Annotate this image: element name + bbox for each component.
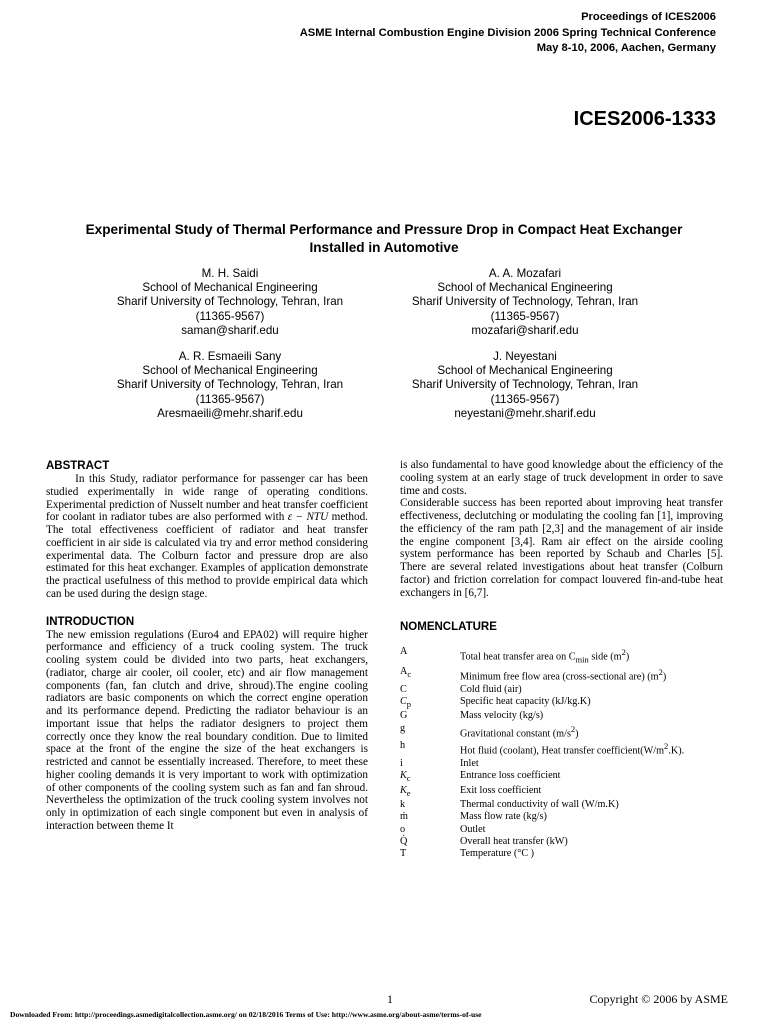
nomenclature-row [400,723,723,741]
author-block [365,350,685,421]
author-university: Sharif University of Technology, Tehran, Iran [116,295,344,309]
nomenclature-symbol: h [400,740,406,752]
nomenclature-row [400,696,723,710]
epsilon-ntu-math: ε − NTU [287,511,329,524]
nomenclature-row [400,758,723,770]
author-postal-code: (11365-9567) [195,392,265,406]
author-name: A. R. Esmaeili Sany [178,350,282,363]
author-department: School of Mechanical Engineering [142,281,318,295]
nomenclature-symbol: T [400,848,407,860]
paper-title: Experimental Study of Thermal Performance and Pressure Drop in Compact Heat Exchanger Installed in Automotive [85,222,683,255]
download-notice: Downloaded From: http://proceedings.asmedigitalcollection.asme.org/ on 02/18/2016 Terms of Use: http://www.asme.org/about-asme/terms-of-use [10,1010,482,1019]
nomenclature-row [400,740,723,758]
nomenclature-symbol: k [400,798,406,810]
paper-id: ICES2006-1333 [573,108,716,130]
page-number: 1 [387,992,393,1006]
author-email[interactable]: mozafari@sharif.edu [471,323,579,337]
nomenclature-row [400,710,723,722]
author-name: A. A. Mozafari [488,267,562,280]
nomenclature-list [400,646,723,860]
nomenclature-definition: Thermal conductivity of wall (W/m.K) [460,798,619,810]
nomenclature-symbol: C [400,683,407,695]
intro-continued-text: is also fundamental to have good knowledge about the efficiency of the cooling system at an early stage of truck development in order to save time and costs. [400,459,723,497]
author-block [365,267,685,338]
nomenclature-symbol: $K_c$ [400,770,411,784]
right-column [400,459,723,860]
nomenclature-row [400,836,723,848]
nomenclature-symbol: $K_e$ [400,784,411,798]
introduction-text: The new emission regulations (Euro4 and EPA02) will require higher performance and efficiency of a truck cooling system. The truck cooling system could be divided into two parts, heat exchangers, (radiator, charge air cooler, oil cooler, etc) and air flow management components (fan, fan clutch and drive, shroud).The engine cooling radiators are basic components on which the correct engine operation and its performance depend. Predicting the radiator behaviour is an important issue that helps the radiator designers to project them correctly once they know the real boundary condition. Due to limited space at the front of the engine the size of the heat exchangers is restricted and cannot be essentially increased. Therefore, to meet these higher cooling demands it is very important to work with optimization of other components of the cooling system such as fan and fan shroud. Nevertheless the optimization of the truck cooling system involves not only in optimization of each single component but even in analysis of interaction between theme It [46,628,368,832]
nomenclature-row [400,799,723,811]
conference-header [300,10,716,57]
nomenclature-definition: Outlet [460,823,486,835]
nomenclature-row [400,824,723,836]
copyright-notice: Copyright © 2006 by ASME [589,992,728,1006]
author-university: Sharif University of Technology, Tehran, Iran [116,378,344,392]
nomenclature-symbol: ṁ [400,811,408,823]
author-name: M. H. Saidi [201,267,259,280]
nomenclature-row [400,848,723,860]
introduction-heading: INTRODUCTION [46,615,135,628]
nomenclature-symbol: G [400,710,408,722]
nomenclature-symbol: g [400,722,406,734]
author-department: School of Mechanical Engineering [142,364,318,378]
author-postal-code: (11365-9567) [490,392,560,406]
nomenclature-definition: Mass velocity (kg/s) [460,710,544,722]
author-university: Sharif University of Technology, Tehran, Iran [411,378,639,392]
conference-line: ASME Internal Combustion Engine Division 2006 Spring Technical Conference [299,26,716,39]
author-postal-code: (11365-9567) [195,309,265,323]
nomenclature-definition: Temperature (°C ) [460,848,535,860]
author-department: School of Mechanical Engineering [437,281,613,295]
author-name: J. Neyestani [493,350,557,363]
nomenclature-row [400,785,723,799]
abstract-text: In this Study, radiator performance for passenger car has been studied experimentally in wide range of operating conditions. Experimental prediction of Nusselt number and heat transfer coefficient for coolant in radiator tubes are also performed with ε − NTU method. The total effectiveness coefficient of radiator and heat transfer coefficient in air side is calculated via try and error method considering experimental data. The Colburn factor and pressure drop are also estimated for this heat exchanger. Examples of application demonstrate the practical usefulness of this method to provide empirical data which can be used during the design stage. [46,473,368,600]
nomenclature-definition: Hot fluid (coolant), Heat transfer $coefficient(W/m^2.K)$. [460,741,685,757]
author-department: School of Mechanical Engineering [437,364,613,378]
nomenclature-row [400,811,723,823]
nomenclature-definition: Minimum free flow area (cross-sectional are) $(m^2)$ [460,666,667,683]
author-university: Sharif University of Technology, Tehran, Iran [411,295,639,309]
left-column [46,459,368,833]
nomenclature-row [400,646,723,666]
nomenclature-symbol: i [400,757,403,769]
proceedings-line: Proceedings of ICES2006 [581,11,716,23]
nomenclature-row [400,770,723,784]
nomenclature-definition: Entrance loss coefficient [460,770,561,782]
nomenclature-heading: NOMENCLATURE [400,621,497,634]
nomenclature-symbol: A [400,646,408,658]
nomenclature-row [400,684,723,696]
author-email[interactable]: neyestani@mehr.sharif.edu [454,406,596,420]
nomenclature-definition: Specific heat capacity (kJ/kg.K) [460,695,591,707]
abstract-heading: ABSTRACT [46,460,110,472]
nomenclature-definition: Inlet [460,757,479,769]
author-email[interactable]: saman@sharif.edu [181,323,279,337]
nomenclature-row [400,666,723,684]
nomenclature-definition: Overall heat transfer (kW) [460,835,568,847]
nomenclature-symbol: $A_c$ [400,665,412,679]
nomenclature-definition: Gravitational constant $(m/s^2)$ [460,723,579,739]
date-location-line: May 8-10, 2006, Aachen, Germany [536,42,716,54]
intro-continued-text: Considerable success has been reported about improving heat transfer effectiveness, declutching or modulating the cooling fan [1], improving the efficiency of the ram path [2,3] and the management of air inside the engine component [3,4]. Ram air effect on the airside cooling system performance has been reported by Schaub and Charles [5]. There are several related investigations about heat transfer (Colburn factor) and friction correlation for compact louvered fin-and-tube heat exchangers in [6,7]. [400,497,723,599]
nomenclature-definition: Total heat transfer area on $C_{min}$ side $(m^2)$ [460,647,630,665]
author-email[interactable]: Aresmaeili@mehr.sharif.edu [157,406,303,420]
author-block [70,350,390,421]
nomenclature-definition: Exit loss coefficient [460,784,542,796]
author-block [70,267,390,338]
nomenclature-definition: Mass flow rate (kg/s) [460,811,547,823]
author-postal-code: (11365-9567) [490,309,560,323]
nomenclature-definition: Cold fluid (air) [460,683,522,695]
nomenclature-symbol: o [400,823,406,835]
nomenclature-symbol: Q̇ [400,835,408,847]
nomenclature-symbol: $C_p$ [400,695,412,709]
